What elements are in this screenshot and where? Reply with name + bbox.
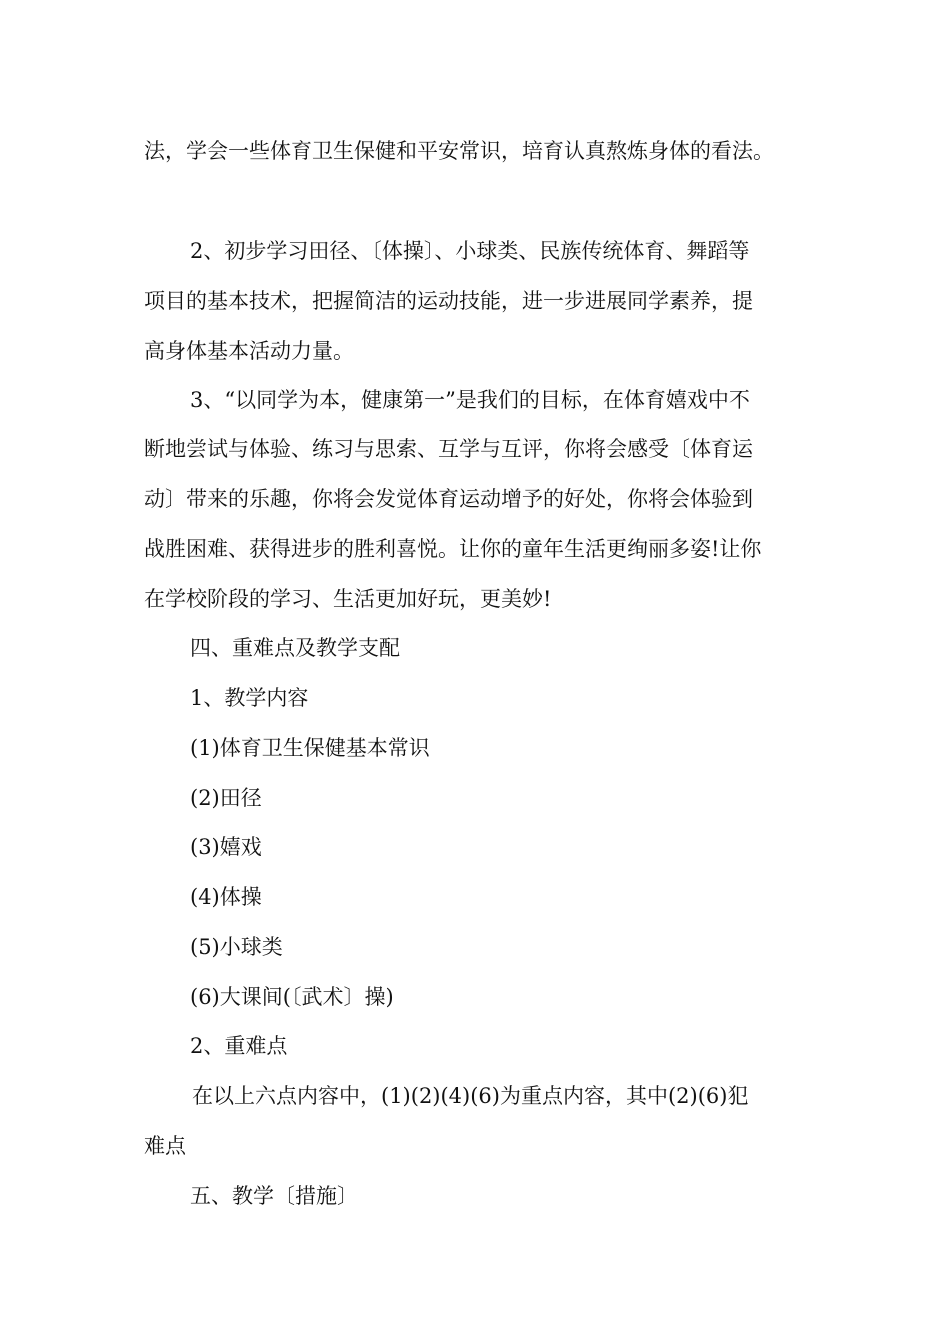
- paragraph-line: 法，学会一些体育卫生保健和平安常识，培育认真熬炼身体的看法。: [144, 139, 774, 163]
- paragraph-line: 在以上六点内容中，(1)(2)(4)(6)为重点内容，其中(2)(6)犯: [192, 1084, 749, 1108]
- paragraph-line: 在学校阶段的学习、生活更加好玩，更美妙!: [144, 587, 552, 611]
- list-item: (3)嬉戏: [190, 835, 262, 859]
- list-item: (6)大课间(〔武术〕操): [190, 985, 394, 1009]
- paragraph-line: 2、初步学习田径、〔体操〕、小球类、民族传统体育、舞蹈等: [190, 239, 750, 263]
- list-item: (4)体操: [190, 885, 262, 909]
- section-heading: 五、教学〔措施〕: [190, 1184, 358, 1208]
- list-item: (2)田径: [190, 786, 262, 810]
- paragraph-line: 高身体基本活动力量。: [144, 339, 354, 363]
- subsection-heading: 2、重难点: [190, 1034, 288, 1058]
- paragraph-line: 项目的基本技术，把握简洁的运动技能，进一步进展同学素养，提: [144, 289, 753, 313]
- paragraph-line: 动〕带来的乐趣，你将会发觉体育运动增予的好处，你将会体验到: [144, 487, 753, 511]
- section-heading: 四、重难点及教学支配: [190, 636, 400, 660]
- paragraph-line: 3、“以同学为本，健康第一”是我们的目标，在体育嬉戏中不: [190, 388, 750, 412]
- list-item: (5)小球类: [190, 935, 283, 959]
- paragraph-line: 难点: [144, 1134, 186, 1158]
- subsection-heading: 1、教学内容: [190, 686, 309, 710]
- list-item: (1)体育卫生保健基本常识: [190, 736, 430, 760]
- paragraph-line: 断地尝试与体验、练习与思索、互学与互评，你将会感受〔体育运: [144, 437, 753, 461]
- paragraph-line: 战胜困难、获得进步的胜利喜悦。让你的童年生活更绚丽多姿!让你: [144, 537, 762, 561]
